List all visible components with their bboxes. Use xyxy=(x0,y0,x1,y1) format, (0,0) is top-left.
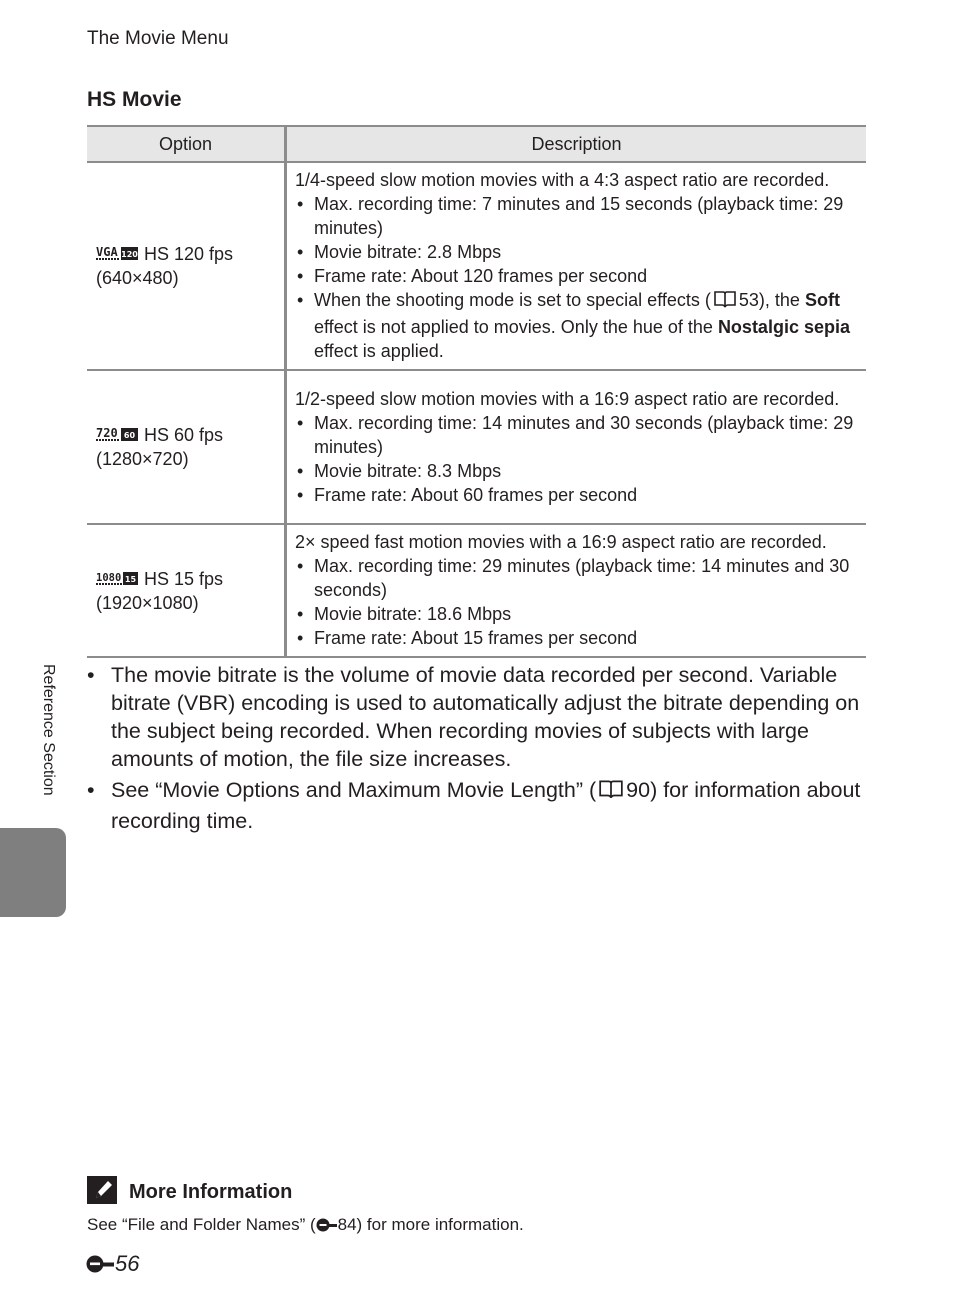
description-intro: 1/2-speed slow motion movies with a 16:9 aspect ratio are recorded. xyxy=(295,388,840,409)
svg-text:1080: 1080 xyxy=(96,571,122,584)
book-reference-icon xyxy=(598,778,624,807)
book-reference-icon xyxy=(713,289,737,315)
vga-120-mode-icon xyxy=(96,242,140,262)
option-resolution: (640×480) xyxy=(96,268,179,288)
description-cell xyxy=(286,524,867,657)
pencil-note-icon xyxy=(87,1176,117,1209)
svg-text:60: 60 xyxy=(123,431,136,440)
note-item xyxy=(87,776,877,835)
options-table xyxy=(87,125,866,658)
table-header-row xyxy=(87,126,866,162)
page-reference: 84) for more information. xyxy=(337,1215,524,1234)
reference-section-icon xyxy=(316,1217,338,1237)
list-item: • Movie bitrate: 8.3 Mbps xyxy=(295,459,860,483)
more-information-heading xyxy=(87,1176,292,1209)
option-name: HS 120 fps xyxy=(144,244,234,264)
list-item: • Movie bitrate: 2.8 Mbps xyxy=(295,240,860,264)
side-section-label: Reference Section xyxy=(40,664,57,796)
list-item: • Max. recording time: 7 minutes and 15 seconds (playback time: 29 minutes) xyxy=(295,192,860,240)
svg-text:120: 120 xyxy=(121,250,138,259)
running-head: The Movie Menu xyxy=(87,28,229,49)
list-item: • Frame rate: About 15 frames per second xyxy=(295,626,860,650)
description-intro: 2× speed fast motion movies with a 16:9 aspect ratio are recorded. xyxy=(295,532,827,552)
option-name: HS 15 fps xyxy=(144,568,224,589)
list-item: • Max. recording time: 14 minutes and 30 seconds (playback time: 29 minutes) xyxy=(295,411,860,459)
more-information-title: More Information xyxy=(129,1181,293,1203)
column-header-description: Description xyxy=(286,126,867,162)
effect-name-soft: Soft xyxy=(804,290,840,310)
svg-text:15: 15 xyxy=(124,574,137,584)
list-item: • Movie bitrate: 18.6 Mbps xyxy=(295,602,860,626)
page-number xyxy=(86,1251,139,1279)
option-cell xyxy=(87,370,286,524)
description-cell xyxy=(286,162,867,370)
page-number-value: 56 xyxy=(115,1251,140,1276)
effect-name-nostalgic-sepia: Nostalgic sepia xyxy=(717,317,850,337)
list-item xyxy=(295,288,860,363)
table-row xyxy=(87,162,866,370)
page-reference: 53), the xyxy=(738,290,800,310)
note-item: • The movie bitrate is the volume of movie data recorded per second. Variable bitrate (VBR) encoding is used to automatically adjust the bitrate depending on the subject being recorded. When recording movies of subjects with large amounts of motion, the file size increases. xyxy=(87,661,877,773)
1080-15-mode-icon xyxy=(96,567,140,587)
720-60-mode-icon xyxy=(96,423,140,443)
more-information-text xyxy=(87,1215,524,1237)
description-intro: 1/4-speed slow motion movies with a 4:3 aspect ratio are recorded. xyxy=(295,170,830,190)
note-text: 90) for information about recording time. xyxy=(111,778,861,833)
description-cell xyxy=(286,370,867,524)
reference-section-icon xyxy=(86,1253,114,1279)
notes-list xyxy=(87,661,877,838)
table-row xyxy=(87,524,866,657)
option-resolution: (1280×720) xyxy=(96,449,189,469)
svg-text:720: 720 xyxy=(96,426,118,440)
option-resolution: (1920×1080) xyxy=(96,592,199,613)
option-cell xyxy=(87,162,286,370)
list-item: • Frame rate: About 120 frames per second xyxy=(295,264,860,288)
note-text: effect is not applied to movies. Only the hue of the xyxy=(314,317,713,337)
table-row xyxy=(87,370,866,524)
option-name: HS 60 fps xyxy=(144,425,224,445)
note-text: See “Movie Options and Maximum Movie Length” ( xyxy=(111,778,597,802)
svg-text:VGA: VGA xyxy=(96,245,118,259)
list-item: • Max. recording time: 29 minutes (playback time: 14 minutes and 30 seconds) xyxy=(295,554,860,602)
option-cell xyxy=(87,524,286,657)
section-title: HS Movie xyxy=(87,88,182,111)
section-tab xyxy=(0,828,66,917)
note-text: See “File and Folder Names” ( xyxy=(87,1215,316,1234)
note-text: effect is applied. xyxy=(314,341,444,361)
column-header-option: Option xyxy=(87,126,286,162)
list-item: • Frame rate: About 60 frames per second xyxy=(295,483,860,507)
note-text: When the shooting mode is set to special effects ( xyxy=(314,290,711,310)
